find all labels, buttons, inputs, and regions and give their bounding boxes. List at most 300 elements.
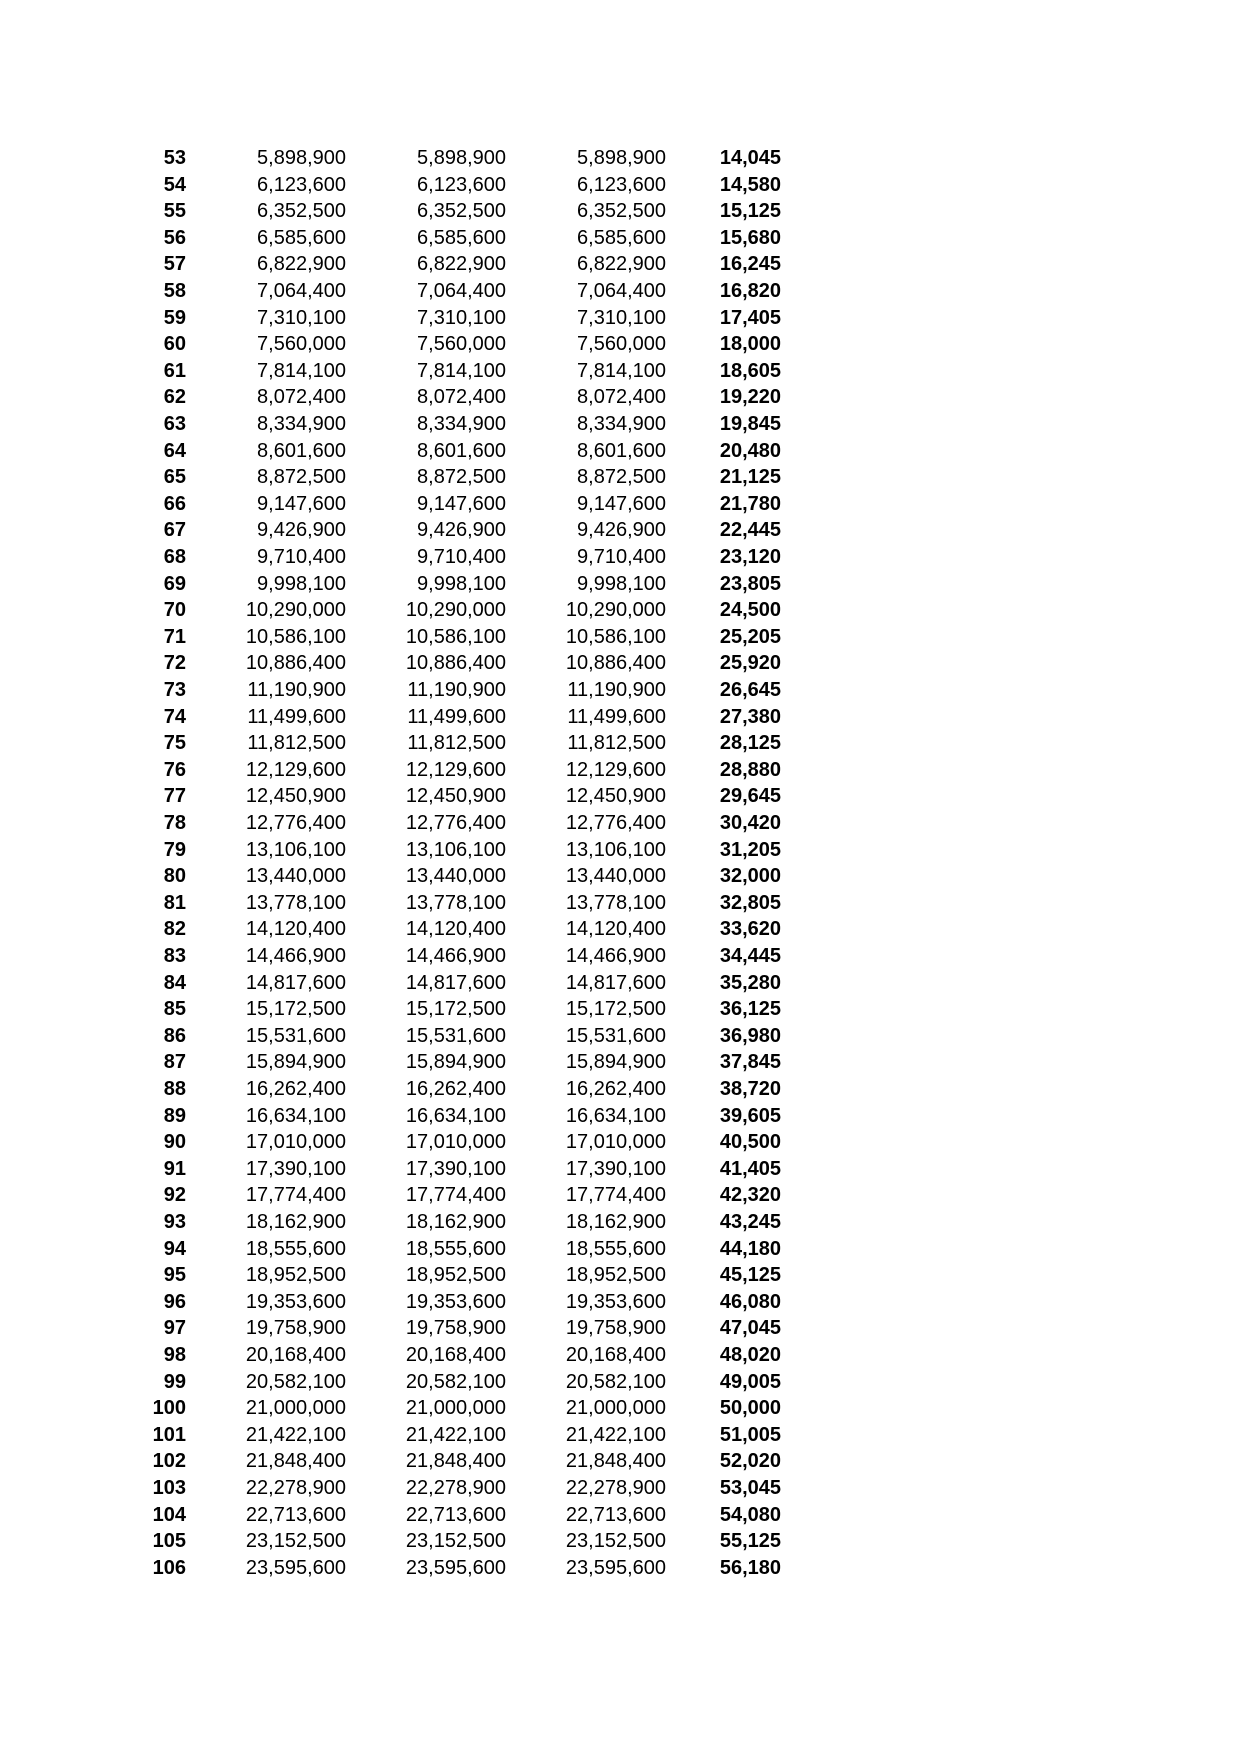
total-cell: 43,245 — [719, 1211, 781, 1233]
table-row — [0, 1475, 1241, 1502]
value-cell-col3: 10,886,400 — [565, 652, 666, 675]
table-row — [0, 464, 1241, 491]
value-cell-col3: 9,426,900 — [577, 519, 666, 542]
total-cell: 27,380 — [719, 705, 781, 728]
value-cell-col2: 6,585,600 — [417, 226, 506, 249]
row-index-cell: 79 — [163, 838, 186, 861]
value-cell-col3: 8,872,500 — [577, 466, 666, 489]
value-cell-col2: 21,422,100 — [405, 1423, 506, 1446]
total-cell: 22,445 — [719, 519, 781, 542]
total-cell: 14,580 — [719, 173, 781, 196]
value-cell-col1: 21,422,100 — [245, 1423, 346, 1446]
value-cell-col1: 15,894,900 — [245, 1051, 346, 1074]
value-cell-col1: 8,072,400 — [257, 386, 346, 409]
value-cell-col2: 21,000,000 — [405, 1397, 506, 1420]
value-cell-col2: 7,064,400 — [417, 280, 506, 302]
total-cell: 21,125 — [719, 466, 781, 489]
total-cell: 37,845 — [719, 1051, 781, 1074]
table-row — [0, 145, 1241, 172]
value-cell-col3: 23,152,500 — [565, 1530, 666, 1553]
value-cell-col1: 9,998,100 — [257, 572, 346, 595]
row-index-cell: 80 — [163, 865, 186, 888]
table-row — [0, 571, 1241, 598]
value-cell-col3: 23,595,600 — [565, 1556, 666, 1579]
table-row — [0, 225, 1241, 252]
table-row — [0, 650, 1241, 677]
table-row — [0, 1448, 1241, 1475]
table-row — [0, 278, 1241, 305]
value-cell-col3: 12,129,600 — [565, 758, 666, 781]
value-cell-col1: 18,555,600 — [245, 1237, 346, 1260]
value-cell-col2: 12,776,400 — [405, 812, 506, 834]
value-cell-col2: 23,152,500 — [405, 1530, 506, 1553]
total-cell: 42,320 — [719, 1184, 781, 1207]
row-index-cell: 64 — [163, 439, 186, 462]
total-cell: 16,820 — [719, 280, 781, 302]
total-cell: 47,045 — [719, 1317, 781, 1340]
row-index-cell: 93 — [163, 1211, 186, 1233]
value-cell-col2: 18,162,900 — [405, 1211, 506, 1233]
value-cell-col2: 13,778,100 — [405, 891, 506, 914]
total-cell: 38,720 — [719, 1078, 781, 1100]
value-cell-col1: 15,172,500 — [245, 998, 346, 1021]
total-cell: 24,500 — [719, 599, 781, 622]
table-row — [0, 970, 1241, 997]
total-cell: 46,080 — [719, 1290, 781, 1313]
value-cell-col1: 17,010,000 — [245, 1131, 346, 1154]
row-index-cell: 84 — [163, 971, 186, 994]
table-row — [0, 1289, 1241, 1316]
value-cell-col1: 13,440,000 — [245, 865, 346, 888]
value-cell-col3: 22,713,600 — [565, 1503, 666, 1526]
value-cell-col3: 13,440,000 — [565, 865, 666, 888]
value-cell-col1: 18,162,900 — [245, 1211, 346, 1233]
table-row — [0, 1555, 1241, 1582]
total-cell: 15,125 — [719, 200, 781, 223]
row-index-cell: 78 — [163, 812, 186, 834]
total-cell: 17,405 — [719, 306, 781, 329]
value-cell-col3: 7,814,100 — [577, 359, 666, 382]
value-cell-col2: 10,290,000 — [405, 599, 506, 622]
value-cell-col3: 7,560,000 — [577, 333, 666, 356]
table-row — [0, 916, 1241, 943]
value-cell-col3: 14,466,900 — [565, 945, 666, 967]
value-cell-col1: 12,129,600 — [245, 758, 346, 781]
value-cell-col3: 15,172,500 — [565, 998, 666, 1021]
value-cell-col3: 11,190,900 — [567, 679, 666, 701]
table-row — [0, 943, 1241, 970]
total-cell: 54,080 — [719, 1503, 781, 1526]
value-cell-col2: 18,555,600 — [405, 1237, 506, 1260]
total-cell: 16,245 — [719, 253, 781, 276]
value-cell-col2: 10,886,400 — [405, 652, 506, 675]
value-cell-col2: 13,440,000 — [405, 865, 506, 888]
row-index-cell: 61 — [163, 359, 186, 382]
total-cell: 40,500 — [719, 1131, 781, 1154]
row-index-cell: 63 — [163, 413, 186, 435]
total-cell: 29,645 — [719, 785, 781, 808]
table-row — [0, 1342, 1241, 1369]
value-cell-col2: 10,586,100 — [405, 625, 506, 648]
row-index-cell: 75 — [163, 732, 186, 755]
value-cell-col2: 15,531,600 — [405, 1024, 506, 1047]
row-index-cell: 105 — [152, 1530, 186, 1553]
row-index-cell: 71 — [163, 625, 186, 648]
value-cell-col3: 14,817,600 — [565, 971, 666, 994]
row-index-cell: 53 — [163, 147, 186, 169]
total-cell: 49,005 — [719, 1370, 781, 1393]
row-index-cell: 102 — [152, 1450, 186, 1473]
total-cell: 19,220 — [719, 386, 781, 409]
value-cell-col2: 14,466,900 — [405, 945, 506, 967]
value-cell-col2: 14,120,400 — [405, 918, 506, 941]
value-cell-col1: 23,595,600 — [245, 1556, 346, 1579]
value-cell-col3: 19,353,600 — [565, 1290, 666, 1313]
value-cell-col1: 9,147,600 — [257, 492, 346, 515]
table-row — [0, 597, 1241, 624]
table-row — [0, 1236, 1241, 1263]
total-cell: 52,020 — [719, 1450, 781, 1473]
row-index-cell: 88 — [163, 1078, 186, 1100]
total-cell: 44,180 — [719, 1237, 781, 1260]
value-cell-col1: 20,168,400 — [245, 1344, 346, 1366]
value-cell-col1: 9,426,900 — [257, 519, 346, 542]
total-cell: 25,205 — [719, 625, 781, 648]
value-cell-col3: 10,586,100 — [565, 625, 666, 648]
total-cell: 28,880 — [719, 758, 781, 781]
table-row — [0, 198, 1241, 225]
value-cell-col3: 8,601,600 — [577, 439, 666, 462]
value-cell-col3: 20,168,400 — [565, 1344, 666, 1366]
value-cell-col3: 13,106,100 — [565, 838, 666, 861]
value-cell-col1: 19,353,600 — [245, 1290, 346, 1313]
value-cell-col2: 6,822,900 — [417, 253, 506, 276]
value-cell-col1: 11,190,900 — [247, 679, 346, 701]
value-cell-col3: 18,162,900 — [565, 1211, 666, 1233]
total-cell: 48,020 — [719, 1344, 781, 1366]
row-index-cell: 66 — [163, 492, 186, 515]
value-cell-col2: 12,450,900 — [405, 785, 506, 808]
value-cell-col3: 18,555,600 — [565, 1237, 666, 1260]
value-cell-col2: 8,601,600 — [417, 439, 506, 462]
value-cell-col1: 14,120,400 — [245, 918, 346, 941]
total-cell: 23,805 — [719, 572, 781, 595]
value-cell-col3: 7,310,100 — [577, 306, 666, 329]
value-cell-col3: 15,894,900 — [565, 1051, 666, 1074]
row-index-cell: 83 — [163, 945, 186, 967]
value-cell-col3: 17,390,100 — [565, 1157, 666, 1180]
value-cell-col3: 22,278,900 — [565, 1477, 666, 1499]
table-row — [0, 411, 1241, 438]
value-cell-col2: 8,872,500 — [417, 466, 506, 489]
value-cell-col1: 6,822,900 — [257, 253, 346, 276]
total-cell: 32,805 — [719, 891, 781, 914]
value-cell-col3: 5,898,900 — [577, 147, 666, 169]
value-cell-col3: 14,120,400 — [565, 918, 666, 941]
table-row — [0, 1209, 1241, 1236]
value-cell-col3: 6,822,900 — [577, 253, 666, 276]
row-index-cell: 73 — [163, 679, 186, 701]
value-cell-col2: 9,710,400 — [417, 546, 506, 568]
row-index-cell: 69 — [163, 572, 186, 595]
value-cell-col3: 6,585,600 — [577, 226, 666, 249]
table-row — [0, 491, 1241, 518]
value-cell-col1: 8,872,500 — [257, 466, 346, 489]
table-row — [0, 704, 1241, 731]
table-row — [0, 438, 1241, 465]
total-cell: 34,445 — [719, 945, 781, 967]
value-cell-col2: 13,106,100 — [405, 838, 506, 861]
total-cell: 26,645 — [719, 679, 781, 701]
value-cell-col2: 5,898,900 — [417, 147, 506, 169]
value-cell-col2: 11,812,500 — [407, 732, 506, 755]
value-cell-col3: 12,776,400 — [565, 812, 666, 834]
total-cell: 36,980 — [719, 1024, 781, 1047]
total-cell: 18,000 — [719, 333, 781, 356]
value-cell-col1: 9,710,400 — [257, 546, 346, 568]
value-cell-col3: 16,634,100 — [565, 1104, 666, 1127]
row-index-cell: 76 — [163, 758, 186, 781]
value-cell-col3: 12,450,900 — [565, 785, 666, 808]
value-cell-col1: 7,310,100 — [257, 306, 346, 329]
total-cell: 32,000 — [719, 865, 781, 888]
value-cell-col2: 11,499,600 — [407, 705, 506, 728]
total-cell: 33,620 — [719, 918, 781, 941]
table-row — [0, 1023, 1241, 1050]
value-cell-col1: 16,634,100 — [245, 1104, 346, 1127]
row-index-cell: 103 — [152, 1477, 186, 1499]
table-row — [0, 730, 1241, 757]
table-row — [0, 837, 1241, 864]
row-index-cell: 101 — [152, 1423, 186, 1446]
value-cell-col1: 7,560,000 — [257, 333, 346, 356]
value-cell-col1: 23,152,500 — [245, 1530, 346, 1553]
value-cell-col2: 20,582,100 — [405, 1370, 506, 1393]
row-index-cell: 86 — [163, 1024, 186, 1047]
row-index-cell: 97 — [163, 1317, 186, 1340]
value-cell-col1: 14,817,600 — [245, 971, 346, 994]
value-cell-col2: 7,814,100 — [417, 359, 506, 382]
value-cell-col2: 15,894,900 — [405, 1051, 506, 1074]
total-cell: 25,920 — [719, 652, 781, 675]
table-row — [0, 331, 1241, 358]
value-cell-col1: 18,952,500 — [245, 1264, 346, 1287]
value-cell-col1: 6,123,600 — [257, 173, 346, 196]
table-row — [0, 1422, 1241, 1449]
value-cell-col1: 12,450,900 — [245, 785, 346, 808]
value-cell-col1: 19,758,900 — [245, 1317, 346, 1340]
row-index-cell: 94 — [163, 1237, 186, 1260]
value-cell-col1: 16,262,400 — [245, 1078, 346, 1100]
table-row — [0, 1395, 1241, 1422]
value-cell-col1: 10,886,400 — [245, 652, 346, 675]
table-row — [0, 1182, 1241, 1209]
row-index-cell: 104 — [152, 1503, 186, 1526]
row-index-cell: 96 — [163, 1290, 186, 1313]
total-cell: 23,120 — [719, 546, 781, 568]
value-cell-col2: 17,010,000 — [405, 1131, 506, 1154]
value-cell-col1: 22,278,900 — [245, 1477, 346, 1499]
value-cell-col3: 13,778,100 — [565, 891, 666, 914]
value-cell-col1: 5,898,900 — [257, 147, 346, 169]
table-row — [0, 517, 1241, 544]
value-cell-col2: 9,998,100 — [417, 572, 506, 595]
total-cell: 30,420 — [719, 812, 781, 834]
value-cell-col1: 13,778,100 — [245, 891, 346, 914]
total-cell: 28,125 — [719, 732, 781, 755]
value-cell-col3: 21,848,400 — [565, 1450, 666, 1473]
table-row — [0, 358, 1241, 385]
row-index-cell: 57 — [163, 253, 186, 276]
value-cell-col2: 18,952,500 — [405, 1264, 506, 1287]
value-cell-col3: 17,774,400 — [565, 1184, 666, 1207]
value-cell-col2: 8,072,400 — [417, 386, 506, 409]
value-cell-col1: 11,812,500 — [247, 732, 346, 755]
table-row — [0, 810, 1241, 837]
value-cell-col2: 22,713,600 — [405, 1503, 506, 1526]
table-row — [0, 1528, 1241, 1555]
value-cell-col3: 11,499,600 — [567, 705, 666, 728]
value-cell-col1: 14,466,900 — [245, 945, 346, 967]
total-cell: 19,845 — [719, 413, 781, 435]
row-index-cell: 54 — [163, 173, 186, 196]
value-cell-col1: 8,601,600 — [257, 439, 346, 462]
value-cell-col1: 20,582,100 — [245, 1370, 346, 1393]
table-row — [0, 1502, 1241, 1529]
value-cell-col1: 7,814,100 — [257, 359, 346, 382]
value-cell-col1: 8,334,900 — [257, 413, 346, 435]
total-cell: 50,000 — [719, 1397, 781, 1420]
row-index-cell: 59 — [163, 306, 186, 329]
table-row — [0, 172, 1241, 199]
table-row — [0, 1315, 1241, 1342]
value-cell-col3: 7,064,400 — [577, 280, 666, 302]
value-cell-col2: 20,168,400 — [405, 1344, 506, 1366]
value-cell-col2: 23,595,600 — [405, 1556, 506, 1579]
value-cell-col2: 14,817,600 — [405, 971, 506, 994]
value-cell-col2: 7,310,100 — [417, 306, 506, 329]
value-cell-col3: 6,123,600 — [577, 173, 666, 196]
row-index-cell: 58 — [163, 280, 186, 302]
value-cell-col3: 6,352,500 — [577, 200, 666, 223]
row-index-cell: 85 — [163, 998, 186, 1021]
total-cell: 41,405 — [719, 1157, 781, 1180]
value-cell-col2: 16,634,100 — [405, 1104, 506, 1127]
table-row — [0, 1369, 1241, 1396]
table-row — [0, 996, 1241, 1023]
total-cell: 21,780 — [719, 492, 781, 515]
table-row — [0, 890, 1241, 917]
value-cell-col3: 21,422,100 — [565, 1423, 666, 1446]
value-cell-col3: 18,952,500 — [565, 1264, 666, 1287]
row-index-cell: 100 — [152, 1397, 186, 1420]
value-cell-col1: 6,585,600 — [257, 226, 346, 249]
value-cell-col2: 11,190,900 — [407, 679, 506, 701]
table-row — [0, 677, 1241, 704]
table-row — [0, 305, 1241, 332]
value-cell-col2: 17,774,400 — [405, 1184, 506, 1207]
value-cell-col2: 8,334,900 — [417, 413, 506, 435]
table-row — [0, 1076, 1241, 1103]
row-index-cell: 74 — [163, 705, 186, 728]
value-cell-col3: 11,812,500 — [567, 732, 666, 755]
value-cell-col2: 6,123,600 — [417, 173, 506, 196]
table-row — [0, 1156, 1241, 1183]
table-row — [0, 1049, 1241, 1076]
value-cell-col2: 22,278,900 — [405, 1477, 506, 1499]
value-cell-col3: 17,010,000 — [565, 1131, 666, 1154]
value-cell-col1: 21,000,000 — [245, 1397, 346, 1420]
row-index-cell: 56 — [163, 226, 186, 249]
table-row — [0, 1103, 1241, 1130]
table-row — [0, 544, 1241, 571]
row-index-cell: 98 — [163, 1344, 186, 1366]
value-cell-col1: 21,848,400 — [245, 1450, 346, 1473]
value-cell-col2: 9,426,900 — [417, 519, 506, 542]
row-index-cell: 68 — [163, 546, 186, 568]
value-cell-col3: 20,582,100 — [565, 1370, 666, 1393]
total-cell: 18,605 — [719, 359, 781, 382]
total-cell: 39,605 — [719, 1104, 781, 1127]
value-cell-col2: 7,560,000 — [417, 333, 506, 356]
total-cell: 35,280 — [719, 971, 781, 994]
value-cell-col2: 19,758,900 — [405, 1317, 506, 1340]
value-cell-col3: 8,334,900 — [577, 413, 666, 435]
value-cell-col2: 6,352,500 — [417, 200, 506, 223]
row-index-cell: 95 — [163, 1264, 186, 1287]
value-cell-col3: 16,262,400 — [565, 1078, 666, 1100]
value-cell-col3: 15,531,600 — [565, 1024, 666, 1047]
table-row — [0, 624, 1241, 651]
value-cell-col2: 16,262,400 — [405, 1078, 506, 1100]
row-index-cell: 99 — [163, 1370, 186, 1393]
value-cell-col2: 19,353,600 — [405, 1290, 506, 1313]
table-row — [0, 863, 1241, 890]
row-index-cell: 67 — [163, 519, 186, 542]
table-row — [0, 783, 1241, 810]
value-cell-col1: 17,774,400 — [245, 1184, 346, 1207]
value-cell-col1: 6,352,500 — [257, 200, 346, 223]
row-index-cell: 89 — [163, 1104, 186, 1127]
value-cell-col3: 21,000,000 — [565, 1397, 666, 1420]
row-index-cell: 87 — [163, 1051, 186, 1074]
total-cell: 45,125 — [719, 1264, 781, 1287]
table-row — [0, 251, 1241, 278]
value-cell-col3: 19,758,900 — [565, 1317, 666, 1340]
total-cell: 55,125 — [719, 1530, 781, 1553]
row-index-cell: 77 — [163, 785, 186, 808]
value-cell-col1: 7,064,400 — [257, 280, 346, 302]
row-index-cell: 90 — [163, 1131, 186, 1154]
row-index-cell: 70 — [163, 599, 186, 622]
value-cell-col3: 9,147,600 — [577, 492, 666, 515]
value-cell-col2: 15,172,500 — [405, 998, 506, 1021]
row-index-cell: 91 — [163, 1157, 186, 1180]
row-index-cell: 106 — [152, 1556, 186, 1579]
total-cell: 51,005 — [719, 1423, 781, 1446]
value-cell-col1: 12,776,400 — [245, 812, 346, 834]
table-row — [0, 757, 1241, 784]
value-cell-col1: 11,499,600 — [247, 705, 346, 728]
total-cell: 53,045 — [719, 1477, 781, 1499]
value-cell-col3: 9,998,100 — [577, 572, 666, 595]
total-cell: 31,205 — [719, 838, 781, 861]
row-index-cell: 62 — [163, 386, 186, 409]
value-cell-col3: 9,710,400 — [577, 546, 666, 568]
table-row — [0, 1129, 1241, 1156]
row-index-cell: 60 — [163, 333, 186, 356]
value-cell-col1: 17,390,100 — [245, 1157, 346, 1180]
